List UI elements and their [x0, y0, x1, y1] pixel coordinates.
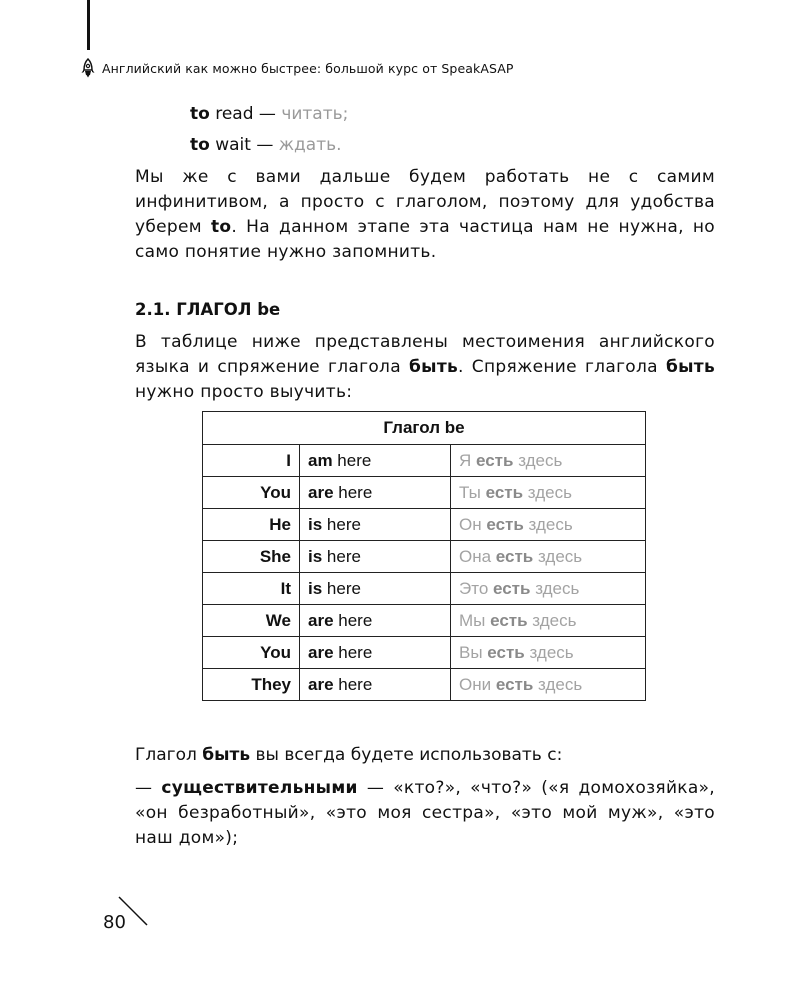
- example-translation: ждать.: [278, 135, 342, 155]
- page-number: 80: [103, 912, 126, 933]
- pronoun-cell: You: [203, 637, 300, 669]
- pronoun-cell: They: [203, 669, 300, 701]
- example-to-read: [190, 102, 348, 126]
- section-title: 2.1. ГЛАГОЛ be: [135, 300, 281, 319]
- table-row: [203, 605, 646, 637]
- verb-cell: are here: [300, 669, 451, 701]
- paragraph-infinitive: Мы же с вами дальше будем работать не с самим инфинитивом, а просто с глаголом, поэтому для удобства уберем to. На данном этапе эта частица нам не нужна, но само понятие нужно запомнить.: [135, 167, 715, 262]
- table-row: [203, 669, 646, 701]
- verb-cell: is here: [300, 509, 451, 541]
- table-row: [203, 509, 646, 541]
- translation-cell: Это есть здесь: [451, 573, 646, 605]
- rocket-icon: [80, 58, 96, 78]
- pronoun-cell: You: [203, 477, 300, 509]
- running-header: [80, 58, 514, 78]
- header-vertical-line: [87, 0, 90, 50]
- pronoun-cell: I: [203, 445, 300, 477]
- translation-cell: Она есть здесь: [451, 541, 646, 573]
- pronoun-cell: She: [203, 541, 300, 573]
- pronoun-cell: It: [203, 573, 300, 605]
- example-particle: to: [190, 135, 210, 155]
- table-header: Глагол be: [203, 412, 646, 445]
- verb-be-table: [202, 411, 646, 701]
- table-row: [203, 637, 646, 669]
- example-particle: to: [190, 104, 210, 124]
- paragraph-table-intro: В таблице ниже представлены местоимения английского языка и спряжение глагола быть. Спряжение глагола быть нужно просто выучить:: [135, 332, 715, 402]
- example-verb: read —: [209, 104, 282, 124]
- example-translation: читать;: [281, 104, 349, 124]
- translation-cell: Ты есть здесь: [451, 477, 646, 509]
- header-title: Английский как можно быстрее: большой курс от SpeakASAP: [102, 60, 514, 76]
- table-row: [203, 541, 646, 573]
- example-verb: wait —: [209, 135, 279, 155]
- paragraph-usage: Глагол быть вы всегда будете использовать с:: [135, 745, 563, 765]
- translation-cell: Он есть здесь: [451, 509, 646, 541]
- translation-cell: Я есть здесь: [451, 445, 646, 477]
- table-row: [203, 573, 646, 605]
- translation-cell: Мы есть здесь: [451, 605, 646, 637]
- bullet-nouns: — существительными — «кто?», «что?» («я домохозяйка», «он безработный», «это моя сестра», «это мой муж», «это наш дом»);: [135, 778, 715, 848]
- pronoun-cell: He: [203, 509, 300, 541]
- verb-cell: is here: [300, 573, 451, 605]
- example-to-wait: [190, 133, 342, 157]
- verb-cell: am here: [300, 445, 451, 477]
- verb-cell: is here: [300, 541, 451, 573]
- pronoun-cell: We: [203, 605, 300, 637]
- verb-cell: are here: [300, 637, 451, 669]
- verb-cell: are here: [300, 605, 451, 637]
- table-row: [203, 445, 646, 477]
- verb-cell: are here: [300, 477, 451, 509]
- table-row: [203, 477, 646, 509]
- translation-cell: Вы есть здесь: [451, 637, 646, 669]
- translation-cell: Они есть здесь: [451, 669, 646, 701]
